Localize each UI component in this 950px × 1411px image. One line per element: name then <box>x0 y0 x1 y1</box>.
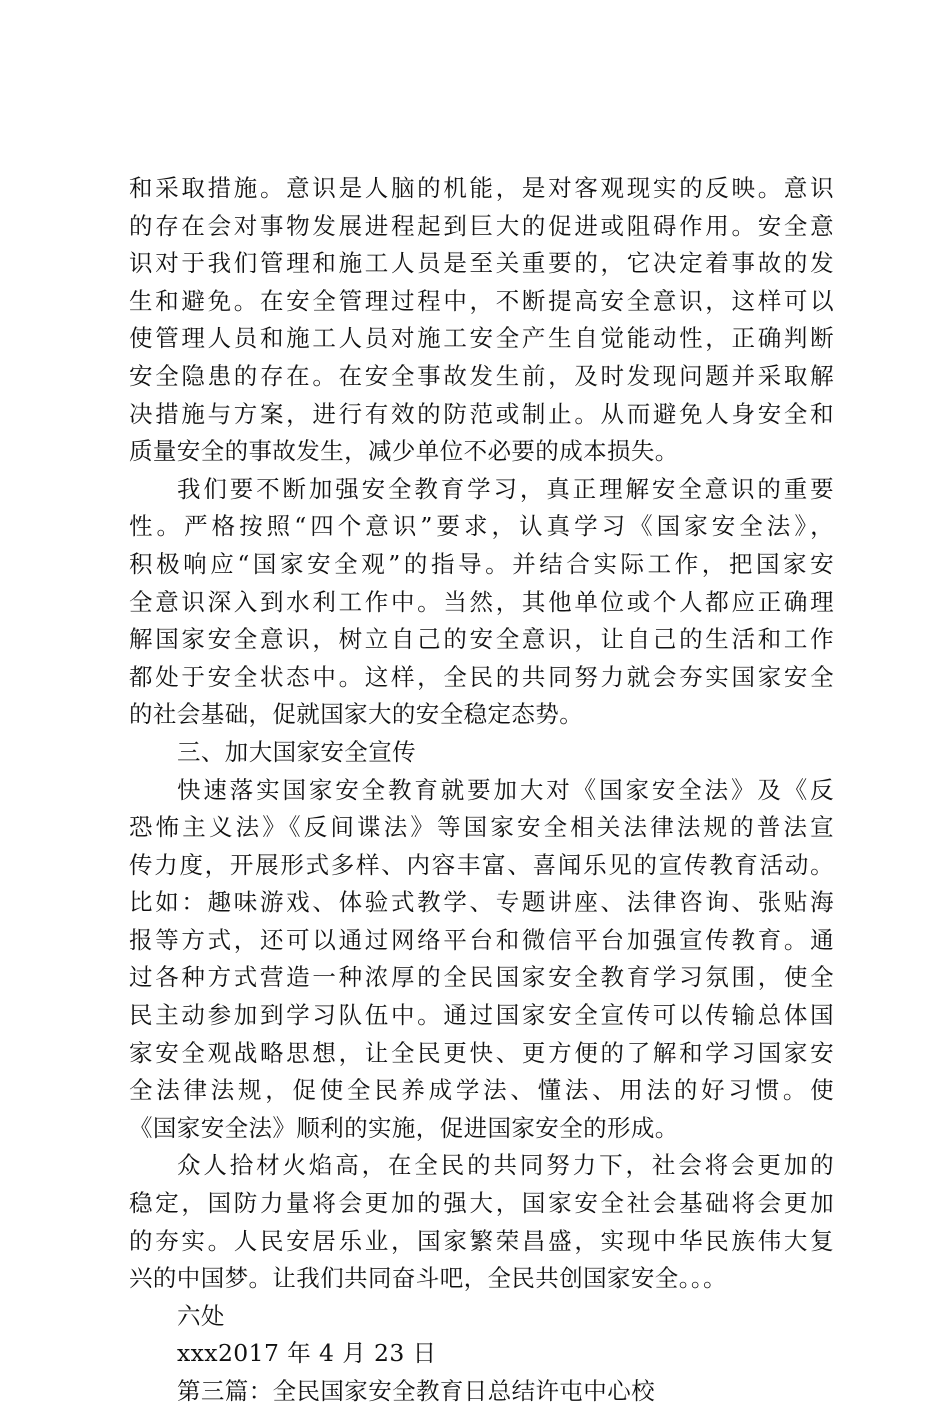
text-line: 六处 <box>177 1301 225 1330</box>
text-line: 过各种方式营造一种浓厚的全民国家安全教育学习氛围，使全 <box>129 963 834 992</box>
text-line: 兴的中国梦。让我们共同奋斗吧，全民共创国家安全。。。 <box>129 1264 727 1293</box>
text-line: 《国家安全法》顺利的实施，促进国家安全的形成。 <box>129 1113 679 1142</box>
text-line: 的社会基础，促就国家大的安全稳定态势。 <box>129 700 584 729</box>
text-line: 快速落实国家安全教育就要加大对《国家安全法》及《反 <box>177 775 834 804</box>
text-line: 的夯实。人民安居乐业，国家繁荣昌盛，实现中华民族伟大复 <box>129 1226 834 1255</box>
text-line: 安全隐患的存在。在安全事故发生前，及时发现问题并采取解 <box>129 361 834 390</box>
text-line: 积极响应“国家安全观”的指导。并结合实际工作，把国家安 <box>129 549 834 578</box>
text-line: 比如：趣味游戏、体验式教学、专题讲座、法律咨询、张贴海 <box>129 888 834 917</box>
text-line: 性。严格按照“四个意识”要求，认真学习《国家安全法》， <box>129 512 834 541</box>
text-line: 稳定，国防力量将会更加的强大，国家安全社会基础将会更加 <box>129 1189 834 1218</box>
text-line: 的存在会对事物发展进程起到巨大的促进或阻碍作用。安全意 <box>129 211 834 240</box>
text-line: 民主动参加到学习队伍中。通过国家安全宣传可以传输总体国 <box>129 1001 834 1030</box>
text-line: 恐怖主义法》《反间谍法》等国家安全相关法律法规的普法宣 <box>129 813 834 842</box>
text-line: 解国家安全意识，树立自己的安全意识，让自己的生活和工作 <box>129 625 834 654</box>
text-line: 第三篇：全民国家安全教育日总结许屯中心校 <box>177 1377 655 1405</box>
document-body <box>129 170 834 1411</box>
text-line: 决措施与方案，进行有效的防范或制止。从而避免人身安全和 <box>129 399 834 428</box>
text-line: 众人拾材火焰高，在全民的共同努力下，社会将会更加的 <box>177 1151 834 1180</box>
text-line: 使管理人员和施工人员对施工安全产生自觉能动性，正确判断 <box>129 324 834 353</box>
text-line: 都处于安全状态中。这样，全民的共同努力就会夯实国家安全 <box>129 662 834 691</box>
text-line: 我们要不断加强安全教育学习，真正理解安全意识的重要 <box>177 474 834 503</box>
text-line: xxx2017 年 4 月 23 日 <box>177 1339 437 1368</box>
text-line: 和采取措施。意识是人脑的机能，是对客观现实的反映。意识 <box>129 174 834 202</box>
text-line: 生和避免。在安全管理过程中，不断提高安全意识，这样可以 <box>129 286 834 315</box>
text-line: 全法律法规，促使全民养成学法、懂法、用法的好习惯。使 <box>129 1076 834 1105</box>
text-line: 报等方式，还可以通过网络平台和微信平台加强宣传教育。通 <box>129 925 834 954</box>
text-line: 质量安全的事故发生，减少单位不必要的成本损失。 <box>129 437 679 466</box>
text-line: 家安全观战略思想，让全民更快、更方便的了解和学习国家安 <box>129 1038 834 1067</box>
text-line: 传力度，开展形式多样、内容丰富、喜闻乐见的宣传教育活动。 <box>129 850 834 879</box>
text-line: 三、加大国家安全宣传 <box>177 737 416 766</box>
text-line: 识对于我们管理和施工人员是至关重要的，它决定着事故的发 <box>129 249 834 278</box>
text-line: 全意识深入到水利工作中。当然，其他单位或个人都应正确理 <box>129 587 834 616</box>
